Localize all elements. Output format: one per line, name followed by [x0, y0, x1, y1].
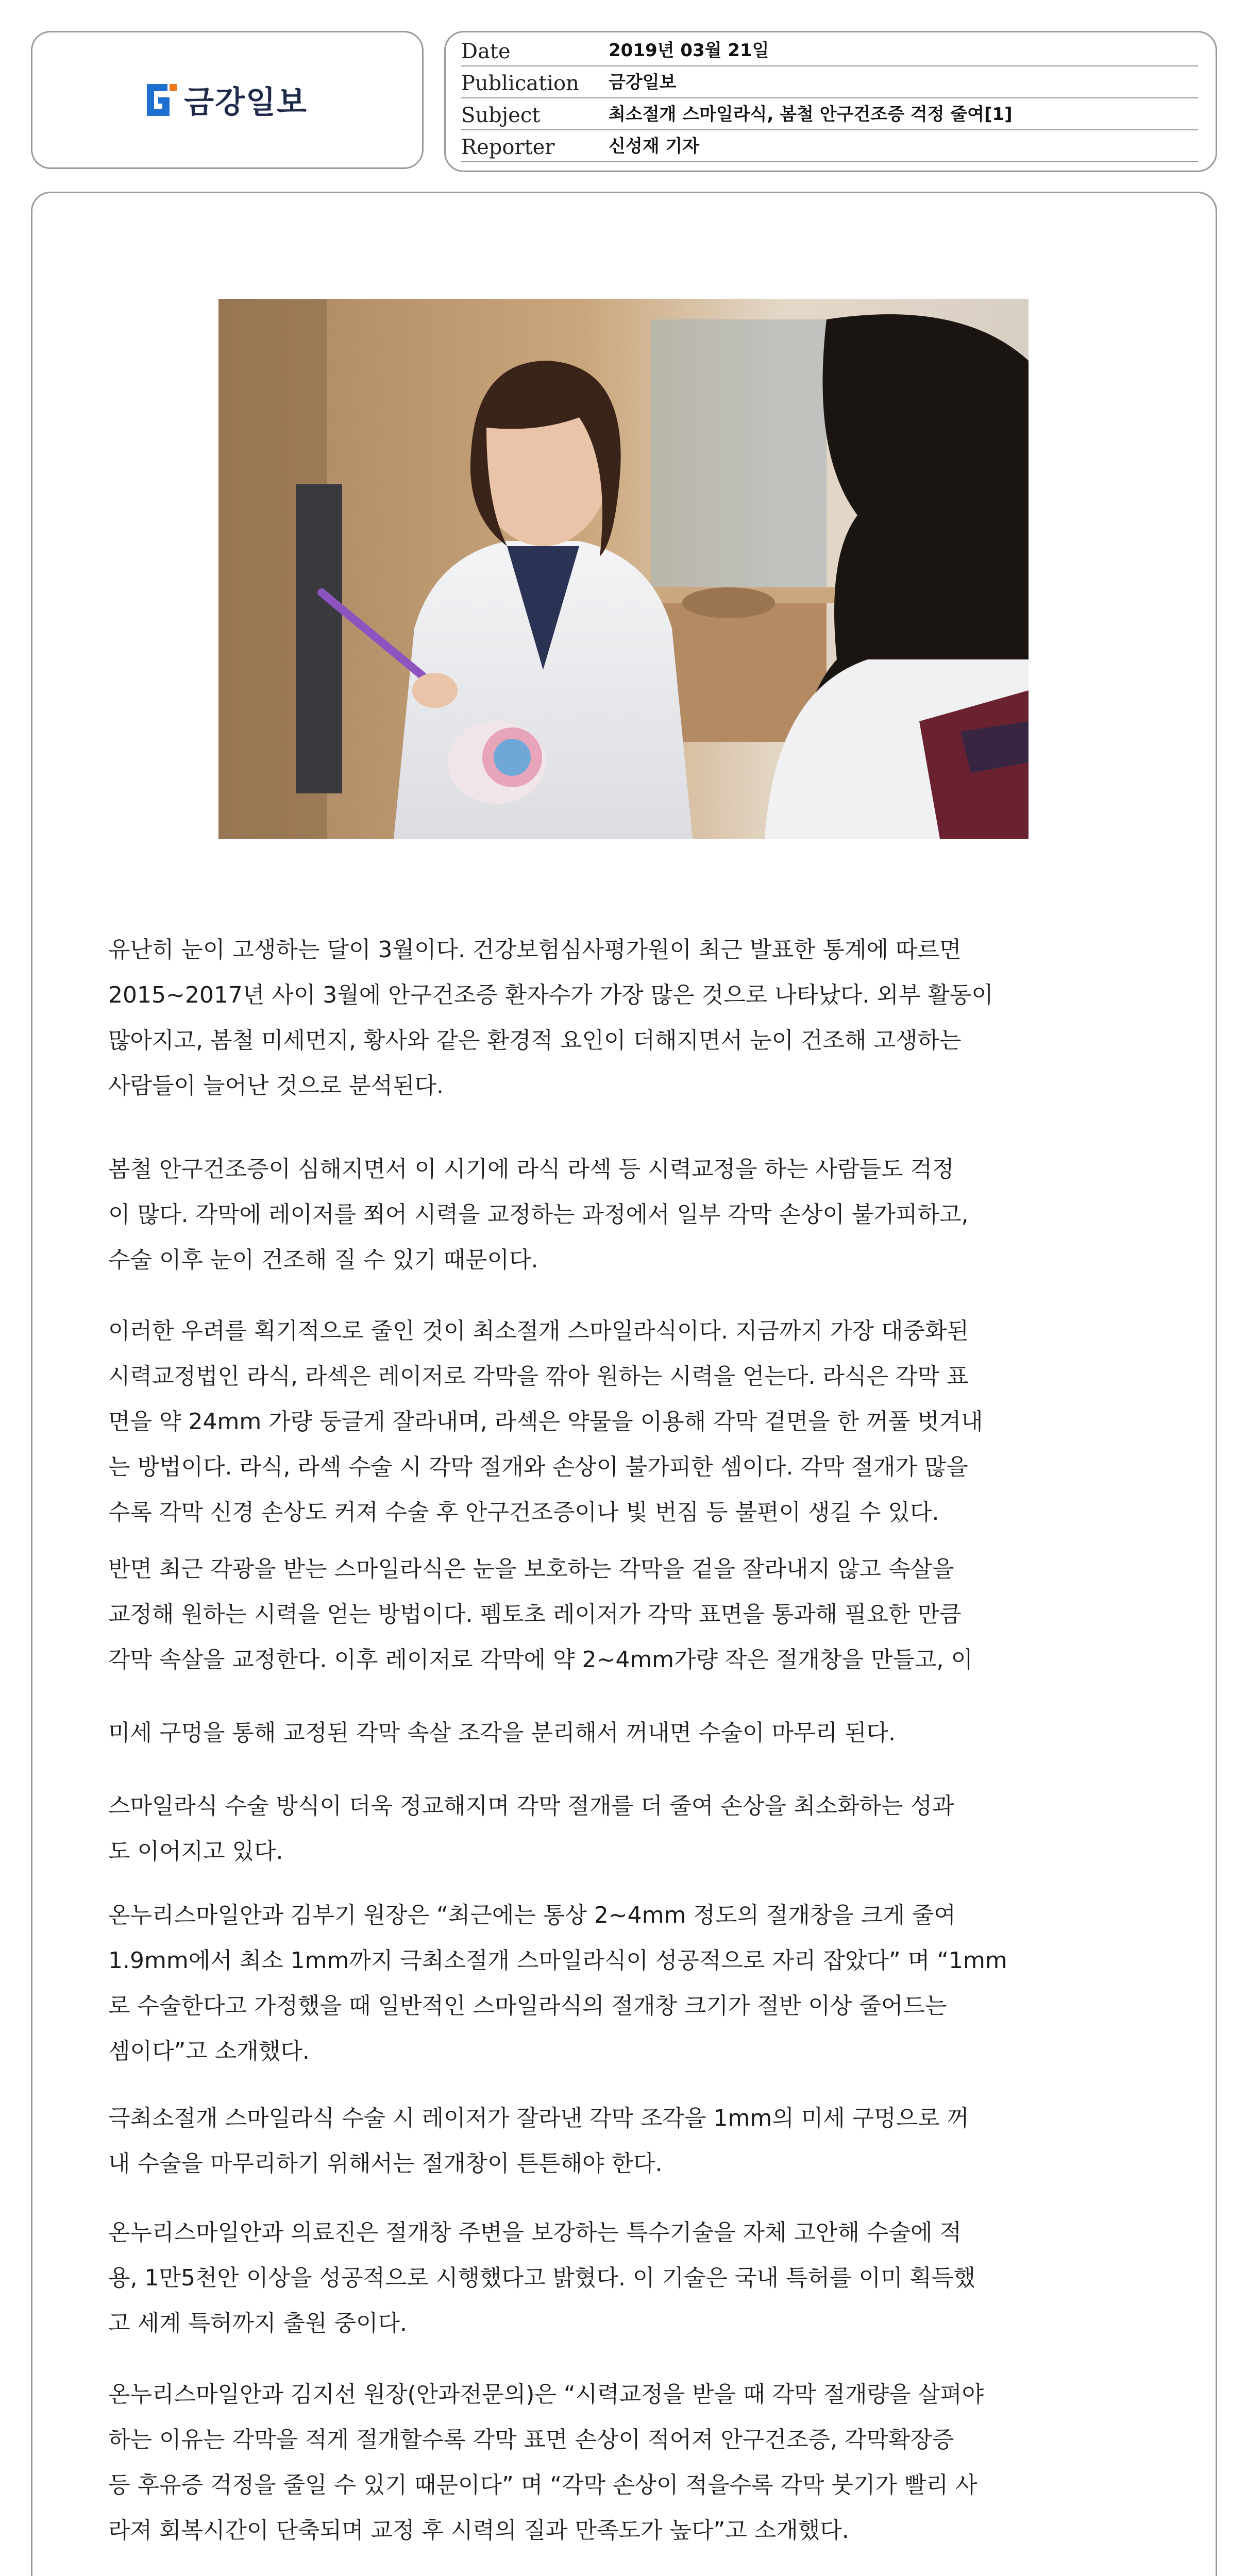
- article-paragraph: 봄철 안구건조증이 심해지면서 이 시기에 라식 라섹 등 시력교정을 하는 사람들도 걱정 이 많다. 각막에 레이저를 쬐어 시력을 교정하는 과정에서 일부 각막 손상이 불가피하고, 수술 이후 눈이 건조해 질 수 있기 때문이다.: [108, 1156, 969, 1273]
- meta-row-reporter: [461, 130, 1198, 162]
- meta-row-date: [461, 35, 1198, 66]
- article-paragraph: 온누리스마일안과 의료진은 절개창 주변을 보강하는 특수기술을 자체 고안해 수술에 적 용, 1만5천안 이상을 성공적으로 시행했다고 밝혔다. 이 기술은 국내 특허를 이미 획득했 고 세계 특허까지 출원 중이다.: [108, 2219, 975, 2336]
- logo-box: [31, 31, 424, 169]
- publication-logo: [147, 78, 308, 122]
- article-paragraph: 이러한 우려를 획기적으로 줄인 것이 최소절개 스마일라식이다. 지금까지 가장 대중화된 시력교정법인 라식, 라섹은 레이저로 각막을 깎아 원하는 시력을 얻는다. 라식은 각막 표 면을 약 24mm 가량 둥글게 잘라내며, 라섹은 약물을 이용해 각막 겉면을 한 꺼풀 벗겨내 는 방법이다. 라식, 라섹 수술 시 각막 절개와 손상이 불가피한 셈이다. 각막 절개가 많을 수록 각막 신경 손상도 커져 수술 후 안구건조증이나 빛 번짐 등 불편이 생길 수 있다.: [108, 1318, 983, 1526]
- article-paragraph: 온누리스마일안과 김지선 원장(안과전문의)은 “시력교정을 받을 때 각막 절개량을 살펴야 하는 이유는 각막을 적게 절개할수록 각막 표면 손상이 적어져 안구건조증, 각막확장증 등 후유증 걱정을 줄일 수 있기 때문이다” 며 “각막 손상이 적을수록 각막 붓기가 빨리 사 라져 회복시간이 단축되며 교정 후 시력의 질과 만족도가 높다”고 소개했다.: [108, 2381, 984, 2544]
- article-paragraph: 반면 최근 각광을 받는 스마일라식은 눈을 보호하는 각막을 겉을 잘라내지 않고 속살을 교정해 원하는 시력을 얻는 방법이다. 펨토초 레이저가 각막 표면을 통과해 필요한 만큼 각막 속살을 교정한다. 이후 레이저로 각막에 약 2~4mm가량 작은 절개창을 만들고, 이: [108, 1556, 973, 1673]
- article-paragraph: 온누리스마일안과 김부기 원장은 “최근에는 통상 2~4mm 정도의 절개창을 크게 줄여 1.9mm에서 최소 1mm까지 극최소절개 스마일라식이 성공적으로 자리 잡았다” 며 “1mm 로 수술한다고 가정했을 때 일반적인 스마일라식의 절개창 크기가 절반 이상 줄어드는 셈이다”고 소개했다.: [108, 1902, 1007, 2064]
- meta-label: Subject: [461, 104, 541, 127]
- g-logo-icon: [147, 84, 177, 116]
- meta-value: 최소절개 스마일라식, 봄철 안구건조증 걱정 줄여[1]: [609, 104, 1013, 125]
- article-paragraph: 유난히 눈이 고생하는 달이 3월이다. 건강보험심사평가원이 최근 발표한 통계에 따르면 2015~2017년 사이 3월에 안구건조증 환자수가 가장 많은 것으로 나타났다. 외부 활동이 많아지고, 봄철 미세먼지, 황사와 같은 환경적 요인이 더해지면서 눈이 건조해 고생하는 사람들이 늘어난 것으로 분석된다.: [108, 937, 993, 1099]
- meta-value: 2019년 03월 21일: [609, 40, 769, 61]
- article-paragraph: 미세 구멍을 통해 교정된 각막 속살 조각을 분리해서 꺼내면 수술이 마무리 된다.: [108, 1720, 896, 1746]
- article-paragraph: 극최소절개 스마일라식 수술 시 레이저가 잘라낸 각막 조각을 1mm의 미세 구멍으로 꺼 내 수술을 마무리하기 위해서는 절개창이 튼튼해야 한다.: [108, 2105, 969, 2177]
- meta-label: Publication: [461, 72, 579, 95]
- metadata-box: [444, 31, 1217, 172]
- meta-label: Date: [461, 40, 511, 63]
- meta-label: Reporter: [461, 135, 555, 159]
- meta-row-subject: [461, 98, 1198, 130]
- article-paragraph: 스마일라식 수술 방식이 더욱 정교해지며 각막 절개를 더 줄여 손상을 최소화하는 성과 도 이어지고 있다.: [108, 1793, 954, 1865]
- logo-text: 금강일보: [184, 84, 308, 121]
- meta-row-publication: [461, 66, 1198, 98]
- meta-value: 신성재 기자: [609, 136, 700, 157]
- article-photo: [218, 299, 1029, 839]
- meta-value: 금강일보: [609, 72, 677, 93]
